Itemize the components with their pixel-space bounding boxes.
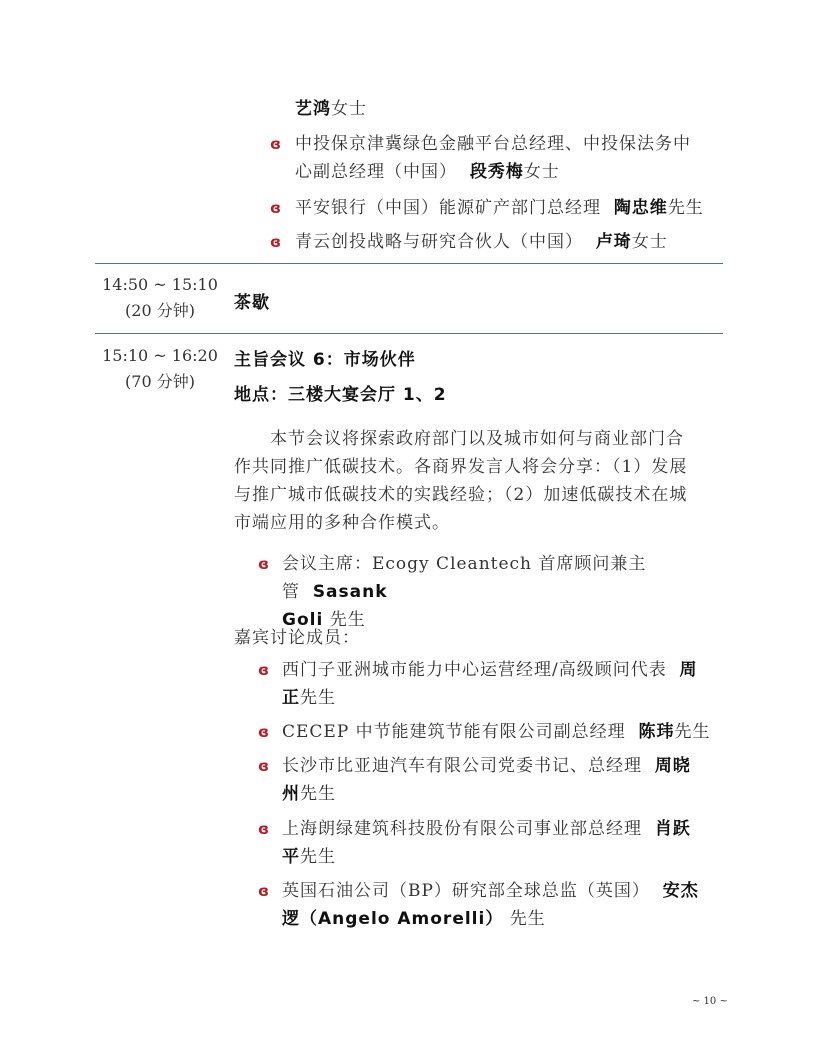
member-name: 肖跃	[654, 819, 691, 839]
bullet-icon: ɞ	[270, 135, 278, 153]
member-name: 周晓	[654, 756, 691, 776]
panel-member	[258, 656, 718, 712]
bullet-icon: ɞ	[270, 233, 278, 251]
member-name: 正	[282, 688, 300, 708]
speaker-title: 先生	[667, 198, 704, 218]
bullet-icon: ɞ	[270, 199, 278, 217]
list-item	[270, 228, 720, 256]
member-name: 周	[679, 660, 698, 680]
description-line: 与推广城市低碳技术的实践经验；（2）加速低碳技术在城	[234, 485, 688, 505]
member-affiliation: 上海朗绿建筑科技股份有限公司事业部总经理	[282, 819, 642, 839]
panel-label: 嘉宾讨论成员：	[234, 628, 360, 648]
description-line: 作共同推广低碳技术。各商界发言人将会分享：（1）发展	[234, 457, 688, 477]
session-location: 地点：三楼大宴会厅 1、2	[234, 385, 447, 405]
member-affiliation: 长沙市比亚迪汽车有限公司党委书记、总经理	[282, 756, 642, 776]
chair-name: Sasank	[312, 582, 388, 602]
bullet-icon: ɞ	[258, 757, 266, 775]
row-divider	[95, 263, 723, 264]
chair-item	[258, 550, 718, 634]
panel-member	[258, 718, 718, 746]
member-title: 先生	[674, 722, 711, 742]
member-title: 先生	[509, 909, 546, 929]
member-title: 先生	[300, 784, 336, 804]
bullet-icon: ɞ	[258, 882, 266, 900]
bullet-icon: ɞ	[258, 555, 266, 573]
list-item-text: 青云创投战略与研究合伙人（中国）	[295, 232, 583, 252]
member-name: 逻（Angelo Amorelli）	[282, 909, 504, 929]
description-line: 本节会议将探索政府部门以及城市如何与商业部门合	[270, 429, 684, 449]
list-item	[295, 95, 367, 123]
panel-member	[258, 752, 718, 808]
page-number: ~ 10 ~	[692, 996, 728, 1007]
member-title: 先生	[300, 847, 336, 867]
break-title: 茶歇	[234, 293, 270, 313]
member-name: 平	[282, 847, 300, 867]
bullet-icon: ɞ	[258, 661, 266, 679]
list-item	[270, 130, 720, 186]
speaker-title: 女士	[331, 99, 367, 119]
session-title: 主旨会议 6：市场伙伴	[234, 350, 416, 370]
description-line: 市端应用的多种合作模式。	[234, 513, 450, 533]
session-description	[234, 425, 724, 537]
duration: (20 分钟)	[125, 301, 195, 320]
chair-title: 先生	[329, 610, 366, 630]
chair-name: Goli	[282, 610, 324, 630]
speaker-title: 女士	[631, 232, 668, 252]
member-affiliation: CECEP 中节能建筑节能有限公司副总经理	[282, 722, 626, 742]
member-affiliation: 西门子亚洲城市能力中心运营经理/高级顾问代表	[282, 660, 667, 680]
row-divider	[95, 333, 723, 334]
list-item-text: 平安银行（中国）能源矿产部门总经理	[295, 198, 601, 218]
bullet-icon: ɞ	[258, 820, 266, 838]
member-title: 先生	[300, 688, 336, 708]
speaker-name: 段秀梅	[469, 162, 524, 182]
chair-text: 会议主席：Ecogy Cleantech 首席顾问兼主管	[282, 554, 647, 602]
panel-member	[258, 877, 718, 933]
speaker-name: 艺鸿	[295, 99, 331, 119]
bullet-icon: ɞ	[258, 723, 266, 741]
duration: (70 分钟)	[125, 372, 195, 391]
member-affiliation: 英国石油公司（BP）研究部全球总监（英国）	[282, 881, 650, 901]
list-item-text: 心副总经理（中国）	[295, 162, 457, 182]
panel-member	[258, 815, 718, 871]
list-item	[270, 194, 720, 222]
member-name: 州	[282, 784, 300, 804]
member-name: 安杰	[662, 881, 699, 901]
list-item-text: 中投保京津冀绿色金融平台总经理、中投保法务中	[295, 134, 691, 154]
speaker-title: 女士	[523, 162, 560, 182]
member-name: 陈玮	[638, 722, 675, 742]
time-range: 14:50 ~ 15:10	[102, 275, 218, 294]
time-cell	[95, 343, 225, 395]
speaker-name: 陶忠维	[613, 198, 668, 218]
time-cell	[95, 272, 225, 324]
speaker-name: 卢琦	[595, 232, 632, 252]
time-range: 15:10 ~ 16:20	[102, 346, 218, 365]
